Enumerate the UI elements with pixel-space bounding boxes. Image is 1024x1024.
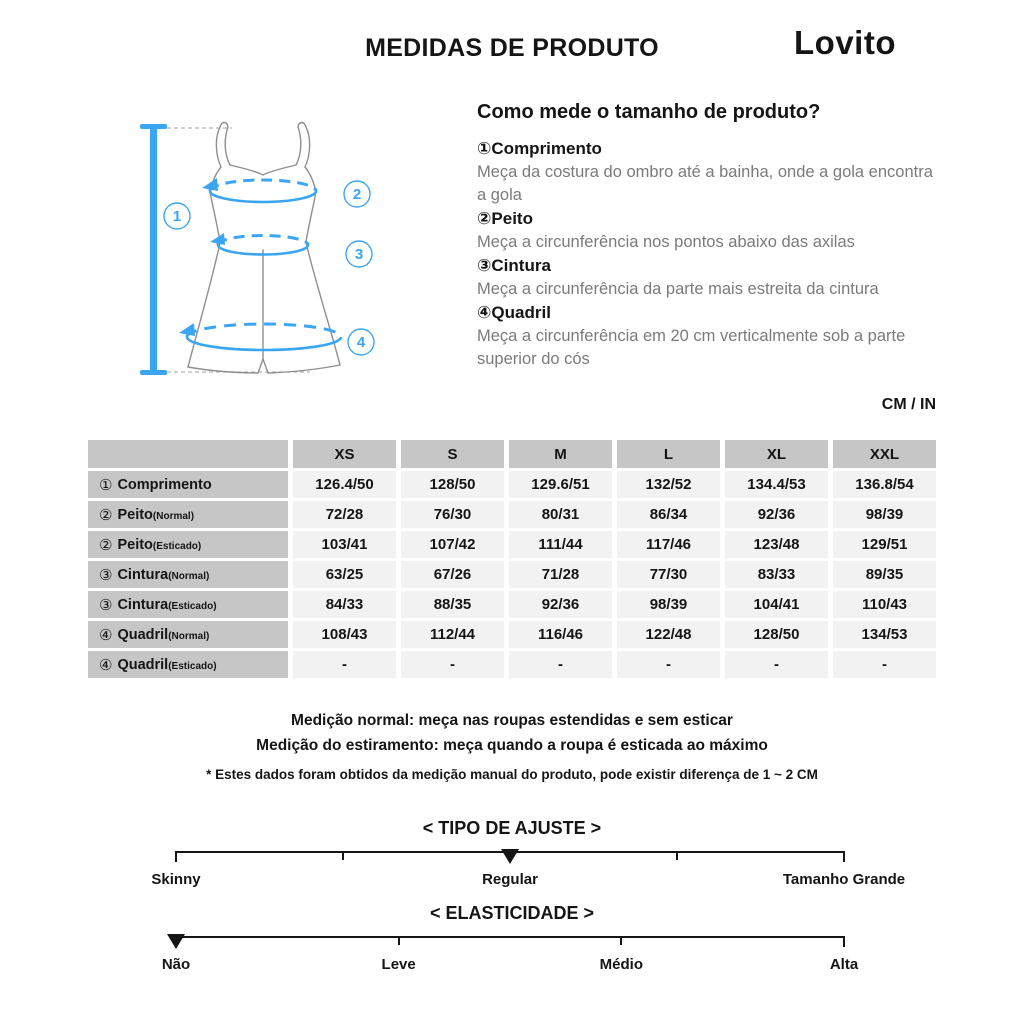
row-label-cintura-esticado <box>88 591 288 618</box>
fit-scale <box>151 851 906 911</box>
garment-diagram-svg <box>120 110 440 400</box>
note-normal: Medição normal: meça nas roupas estendidas e sem esticar <box>291 712 733 729</box>
waist-measure-ellipse <box>210 233 308 255</box>
elasticity-scale-title: < ELASTICIDADE > <box>429 903 595 923</box>
table-cell: 98/39 <box>833 501 936 528</box>
table-cell: 117/46 <box>617 531 720 558</box>
hip-measure-ellipse <box>179 323 341 350</box>
row-number: ③ <box>99 596 113 614</box>
row-number: ② <box>99 506 113 524</box>
elasticity-scale-line <box>176 936 844 938</box>
elasticity-tick-leve <box>398 936 400 945</box>
guide-item-number: ② <box>477 209 492 228</box>
table-cell: 76/30 <box>401 501 504 528</box>
row-number: ③ <box>99 566 113 584</box>
fit-tick-three-quarter <box>676 851 678 860</box>
fit-label-regular: Regular <box>482 871 538 888</box>
table-cell: 123/48 <box>725 531 828 558</box>
length-guide-lines <box>160 128 310 372</box>
guide-item-desc: Meça a circunferência em 20 cm verticalmente sob a parte superior do cós <box>477 327 906 368</box>
garment-outline <box>188 123 340 374</box>
elasticity-label-alta: Alta <box>829 956 859 973</box>
column-header-s: S <box>401 440 504 468</box>
table-cell: 72/28 <box>293 501 396 528</box>
column-header-xs: XS <box>293 440 396 468</box>
column-header-xxl: XXL <box>833 440 936 468</box>
guide-item-comprimento <box>477 137 941 207</box>
table-cell: 126.4/50 <box>293 471 396 498</box>
length-measure-bar <box>140 124 167 375</box>
guide-item-name: Cintura <box>491 256 551 275</box>
table-cell: 86/34 <box>617 501 720 528</box>
row-variant: (Normal) <box>168 571 210 582</box>
fit-label-tamanho-grande: Tamanho Grande <box>782 871 906 888</box>
row-name: Cintura <box>117 566 169 583</box>
table-cell: 92/36 <box>509 591 612 618</box>
table-cell: - <box>617 651 720 678</box>
table-cell: 116/46 <box>509 621 612 648</box>
table-cell: 128/50 <box>401 471 504 498</box>
elasticity-marker-triangle-icon <box>167 934 185 949</box>
fit-tick-start <box>175 851 177 862</box>
column-header-xl: XL <box>725 440 828 468</box>
page-title: MEDIDAS DE PRODUTO <box>365 34 659 62</box>
guide-item-name: Quadril <box>491 303 551 322</box>
table-cell: 129.6/51 <box>509 471 612 498</box>
table-cell: - <box>401 651 504 678</box>
elasticity-label-nao: Não <box>161 956 191 973</box>
guide-item-desc: Meça a circunferência nos pontos abaixo das axilas <box>477 233 855 251</box>
diagram-label-circles <box>164 181 374 355</box>
table-cell: 110/43 <box>833 591 936 618</box>
elasticity-tick-end <box>843 936 845 947</box>
elasticity-label-leve: Leve <box>381 956 416 973</box>
table-cell: 104/41 <box>725 591 828 618</box>
row-name: Cintura <box>117 596 169 613</box>
row-name: Peito <box>117 536 153 553</box>
table-cell: 103/41 <box>293 531 396 558</box>
guide-item-name: Comprimento <box>491 139 602 158</box>
elasticity-label-medio: Médio <box>599 956 644 973</box>
column-header-m: M <box>509 440 612 468</box>
fit-scale-title: < TIPO DE AJUSTE > <box>422 818 602 838</box>
table-cell: 134.4/53 <box>725 471 828 498</box>
guide-item-name: Peito <box>491 209 533 228</box>
row-variant: (Normal) <box>168 631 210 642</box>
row-label-quadril-esticado <box>88 651 288 678</box>
table-cell: 92/36 <box>725 501 828 528</box>
row-label-cintura-normal <box>88 561 288 588</box>
table-cell: 108/43 <box>293 621 396 648</box>
table-cell: 134/53 <box>833 621 936 648</box>
guide-item-desc: Meça a circunferência da parte mais estreita da cintura <box>477 280 879 298</box>
guide-item-desc: Meça da costura do ombro até a bainha, onde a gola encontra a gola <box>477 163 933 204</box>
table-cell: 77/30 <box>617 561 720 588</box>
row-label-peito-esticado <box>88 531 288 558</box>
table-cell: 112/44 <box>401 621 504 648</box>
table-cell: 132/52 <box>617 471 720 498</box>
fit-tick-quarter <box>342 851 344 860</box>
diagram-label-2: 2 <box>352 186 362 203</box>
table-cell: - <box>509 651 612 678</box>
measure-guide <box>477 101 941 371</box>
table-cell: - <box>833 651 936 678</box>
table-cell: 80/31 <box>509 501 612 528</box>
row-variant: (Esticado) <box>168 661 217 672</box>
row-label-peito-normal <box>88 501 288 528</box>
table-cell: - <box>725 651 828 678</box>
size-table <box>88 440 936 678</box>
row-name: Quadril <box>117 656 169 673</box>
guide-item-number: ① <box>477 139 492 158</box>
fit-marker-triangle-icon <box>501 849 519 864</box>
row-label-quadril-normal <box>88 621 288 648</box>
elasticity-scale <box>161 936 859 996</box>
row-number: ④ <box>99 656 113 674</box>
guide-item-peito <box>477 207 941 254</box>
brand-logo: Lovito <box>794 24 896 61</box>
table-cell: 67/26 <box>401 561 504 588</box>
table-cell: 107/42 <box>401 531 504 558</box>
chest-measure-ellipse <box>202 178 316 202</box>
note-disclaimer: * Estes dados foram obtidos da medição manual do produto, pode existir diferença de 1 ~ 2 CM <box>206 767 818 782</box>
note-stretch: Medição do estiramento: meça quando a roupa é esticada ao máximo <box>256 737 768 754</box>
guide-item-number: ④ <box>477 303 492 322</box>
column-header-l: L <box>617 440 720 468</box>
table-cell: 83/33 <box>725 561 828 588</box>
guide-heading: Como mede o tamanho de produto? <box>477 101 821 123</box>
garment-diagram <box>120 110 440 400</box>
table-cell: 88/35 <box>401 591 504 618</box>
row-name: Peito <box>117 506 153 523</box>
table-cell: 71/28 <box>509 561 612 588</box>
table-cell: 98/39 <box>617 591 720 618</box>
row-variant: (Esticado) <box>152 541 202 552</box>
row-name: Quadril <box>117 626 169 643</box>
diagram-label-1: 1 <box>172 208 182 225</box>
table-cell: 111/44 <box>509 531 612 558</box>
table-corner-cell <box>88 440 288 468</box>
diagram-label-numbers <box>173 186 366 351</box>
table-cell: 84/33 <box>293 591 396 618</box>
fit-tick-end <box>843 851 845 862</box>
row-number: ② <box>99 536 113 554</box>
row-variant: (Esticado) <box>168 601 217 612</box>
diagram-label-4: 4 <box>356 334 366 351</box>
row-name: Comprimento <box>117 476 212 493</box>
row-variant: (Normal) <box>152 511 195 522</box>
elasticity-tick-medio <box>620 936 622 945</box>
fit-label-skinny: Skinny <box>151 871 201 888</box>
table-cell: - <box>293 651 396 678</box>
row-number: ① <box>99 476 113 494</box>
table-cell: 128/50 <box>725 621 828 648</box>
row-label-comprimento <box>88 471 288 498</box>
row-number: ④ <box>99 626 113 644</box>
guide-item-quadril <box>477 301 941 371</box>
diagram-label-3: 3 <box>354 246 364 263</box>
table-cell: 63/25 <box>293 561 396 588</box>
table-cell: 129/51 <box>833 531 936 558</box>
table-cell: 136.8/54 <box>833 471 936 498</box>
table-cell: 89/35 <box>833 561 936 588</box>
table-cell: 122/48 <box>617 621 720 648</box>
units-label: CM / IN <box>881 396 936 413</box>
guide-item-number: ③ <box>477 256 492 275</box>
measurement-notes <box>0 708 1024 782</box>
guide-item-cintura <box>477 254 941 301</box>
